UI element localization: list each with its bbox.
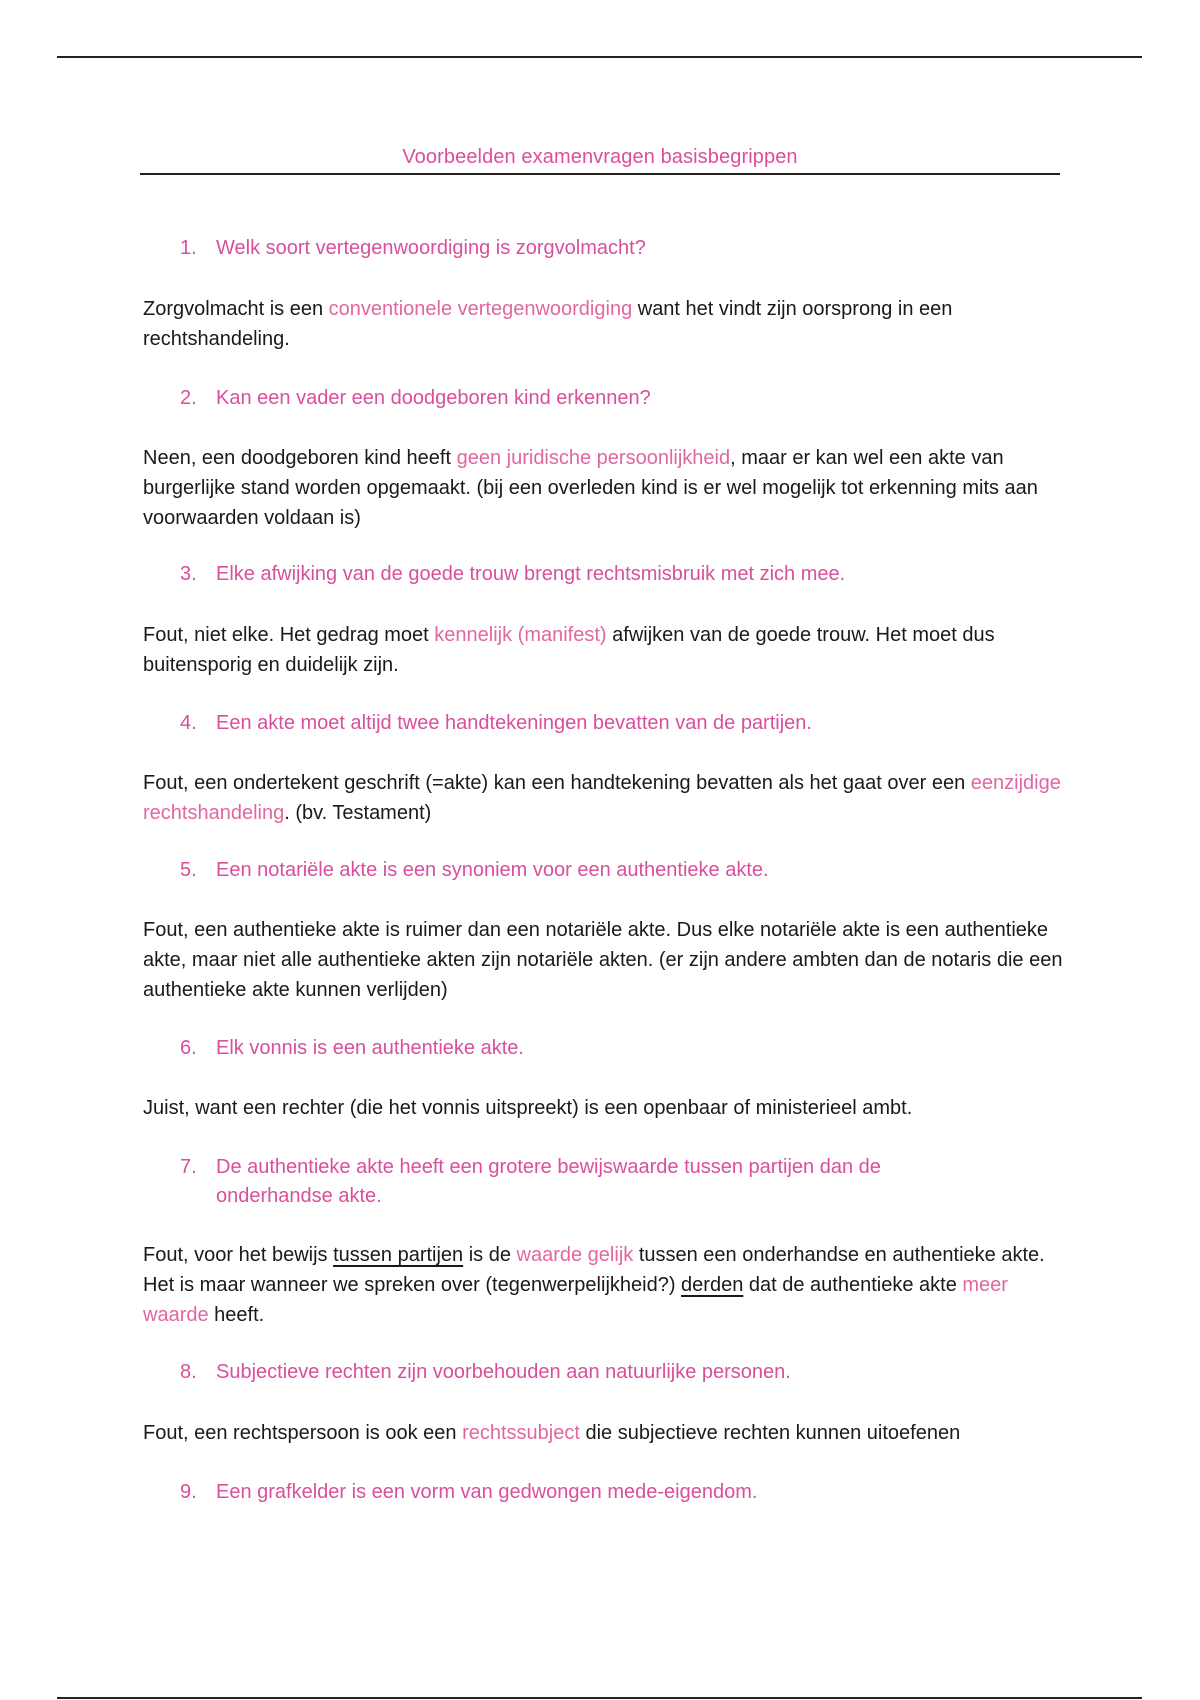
question-text: Welk soort vertegenwoordiging is zorgvolmacht? (216, 237, 646, 259)
answer-text: die subjectieve rechten kunnen uitoefenen (579, 1422, 961, 1444)
document-title: Voorbeelden examenvragen basisbegrippen (402, 146, 798, 168)
question-9 (180, 1478, 1000, 1507)
page-top-rule (57, 56, 1142, 58)
answer-highlight: meer waarde (143, 1274, 1008, 1326)
question-4 (180, 709, 1000, 738)
title-underline (140, 173, 1060, 175)
answer-text: , maar er kan wel een akte van burgerlijke stand worden opgemaakt. (bij een overleden kind is er wel mogelijk tot erkenning mits aan voorwaarden voldaan is) (143, 447, 1038, 529)
question-number: 2. (180, 387, 197, 409)
answer-highlight: kennelijk (manifest) (434, 624, 607, 646)
question-text: Elk vonnis is een authentieke akte. (216, 1037, 524, 1059)
question-text: Een grafkelder is een vorm van gedwongen mede-eigendom. (216, 1481, 758, 1503)
answer-text: Fout, een ondertekent geschrift (=akte) kan een handtekening bevatten als het gaat over een (143, 772, 971, 794)
question-number: 6. (180, 1037, 197, 1059)
question-text: De authentieke akte heeft een grotere bewijswaarde tussen partijen dan de onderhandse akte. (216, 1156, 881, 1207)
question-text: Elke afwijking van de goede trouw brengt rechtsmisbruik met zich mee. (216, 563, 846, 585)
answer-text: heeft. (208, 1304, 265, 1326)
question-text: Een akte moet altijd twee handtekeningen bevatten van de partijen. (216, 712, 812, 734)
answer-text: Fout, voor het bewijs (143, 1244, 334, 1266)
answer-text: afwijken van de goede trouw. Het moet dus buitensporig en duidelijk zijn. (143, 624, 995, 676)
answer-highlight: waarde gelijk (516, 1244, 634, 1266)
answer-text: Fout, een rechtspersoon is ook een (143, 1422, 463, 1444)
question-2 (180, 384, 1000, 413)
answer-text: Neen, een doodgeboren kind heeft (143, 447, 457, 469)
page-bottom-rule (57, 1697, 1142, 1699)
question-number: 8. (180, 1361, 197, 1383)
question-text: Kan een vader een doodgeboren kind erkennen? (216, 387, 651, 409)
answer-text: Fout, niet elke. Het gedrag moet (143, 624, 435, 646)
question-1 (180, 234, 1000, 263)
answer-6: Juist, want een rechter (die het vonnis uitspreekt) is een openbaar of ministerieel ambt. (143, 1097, 913, 1119)
answer-highlight: eenzijdige rechtshandeling (143, 772, 1061, 824)
answer-underline: tussen partijen (333, 1244, 464, 1266)
question-number: 1. (180, 237, 197, 259)
question-8 (180, 1358, 1000, 1387)
question-number: 4. (180, 712, 197, 734)
question-text: Subjectieve rechten zijn voorbehouden aan natuurlijke personen. (216, 1361, 791, 1383)
answer-text: . (bv. Testament) (284, 802, 432, 824)
question-6 (180, 1034, 1000, 1063)
answer-text: tussen een onderhandse en authentieke akte. Het is maar wanneer we spreken over (tegenwerpelijkheid?) (143, 1244, 1045, 1296)
question-number: 7. (180, 1156, 197, 1178)
answer-highlight: rechtssubject (462, 1422, 580, 1444)
answer-7 (143, 1240, 1063, 1330)
answer-text: Zorgvolmacht is een (143, 298, 329, 320)
question-number: 5. (180, 859, 197, 881)
question-number: 9. (180, 1481, 197, 1503)
answer-text: dat de authentieke akte (743, 1274, 963, 1296)
answer-text: is de (463, 1244, 517, 1266)
answer-5: Fout, een authentieke akte is ruimer dan een notariële akte. Dus elke notariële akte is een authentieke akte, maar niet alle authentieke akten zijn notariële akten. (er zijn andere ambten dan de notaris die een authentieke akte kunnen verlijden) (143, 919, 1063, 1001)
question-text: Een notariële akte is een synoniem voor een authentieke akte. (216, 859, 769, 881)
answer-text: want het vindt zijn oorsprong in een rechtshandeling. (143, 298, 953, 350)
answer-1 (143, 294, 1063, 354)
question-3 (180, 560, 1000, 589)
question-number: 3. (180, 563, 197, 585)
answer-3 (143, 620, 1063, 680)
answer-8 (143, 1418, 1063, 1448)
answer-highlight: geen juridische persoonlijkheid (456, 447, 731, 469)
answer-2 (143, 443, 1063, 533)
question-7 (180, 1153, 980, 1211)
question-5 (180, 856, 1000, 885)
answer-underline: derden (681, 1274, 744, 1296)
answer-4 (143, 768, 1063, 828)
answer-highlight: conventionele vertegenwoordiging (328, 298, 633, 320)
